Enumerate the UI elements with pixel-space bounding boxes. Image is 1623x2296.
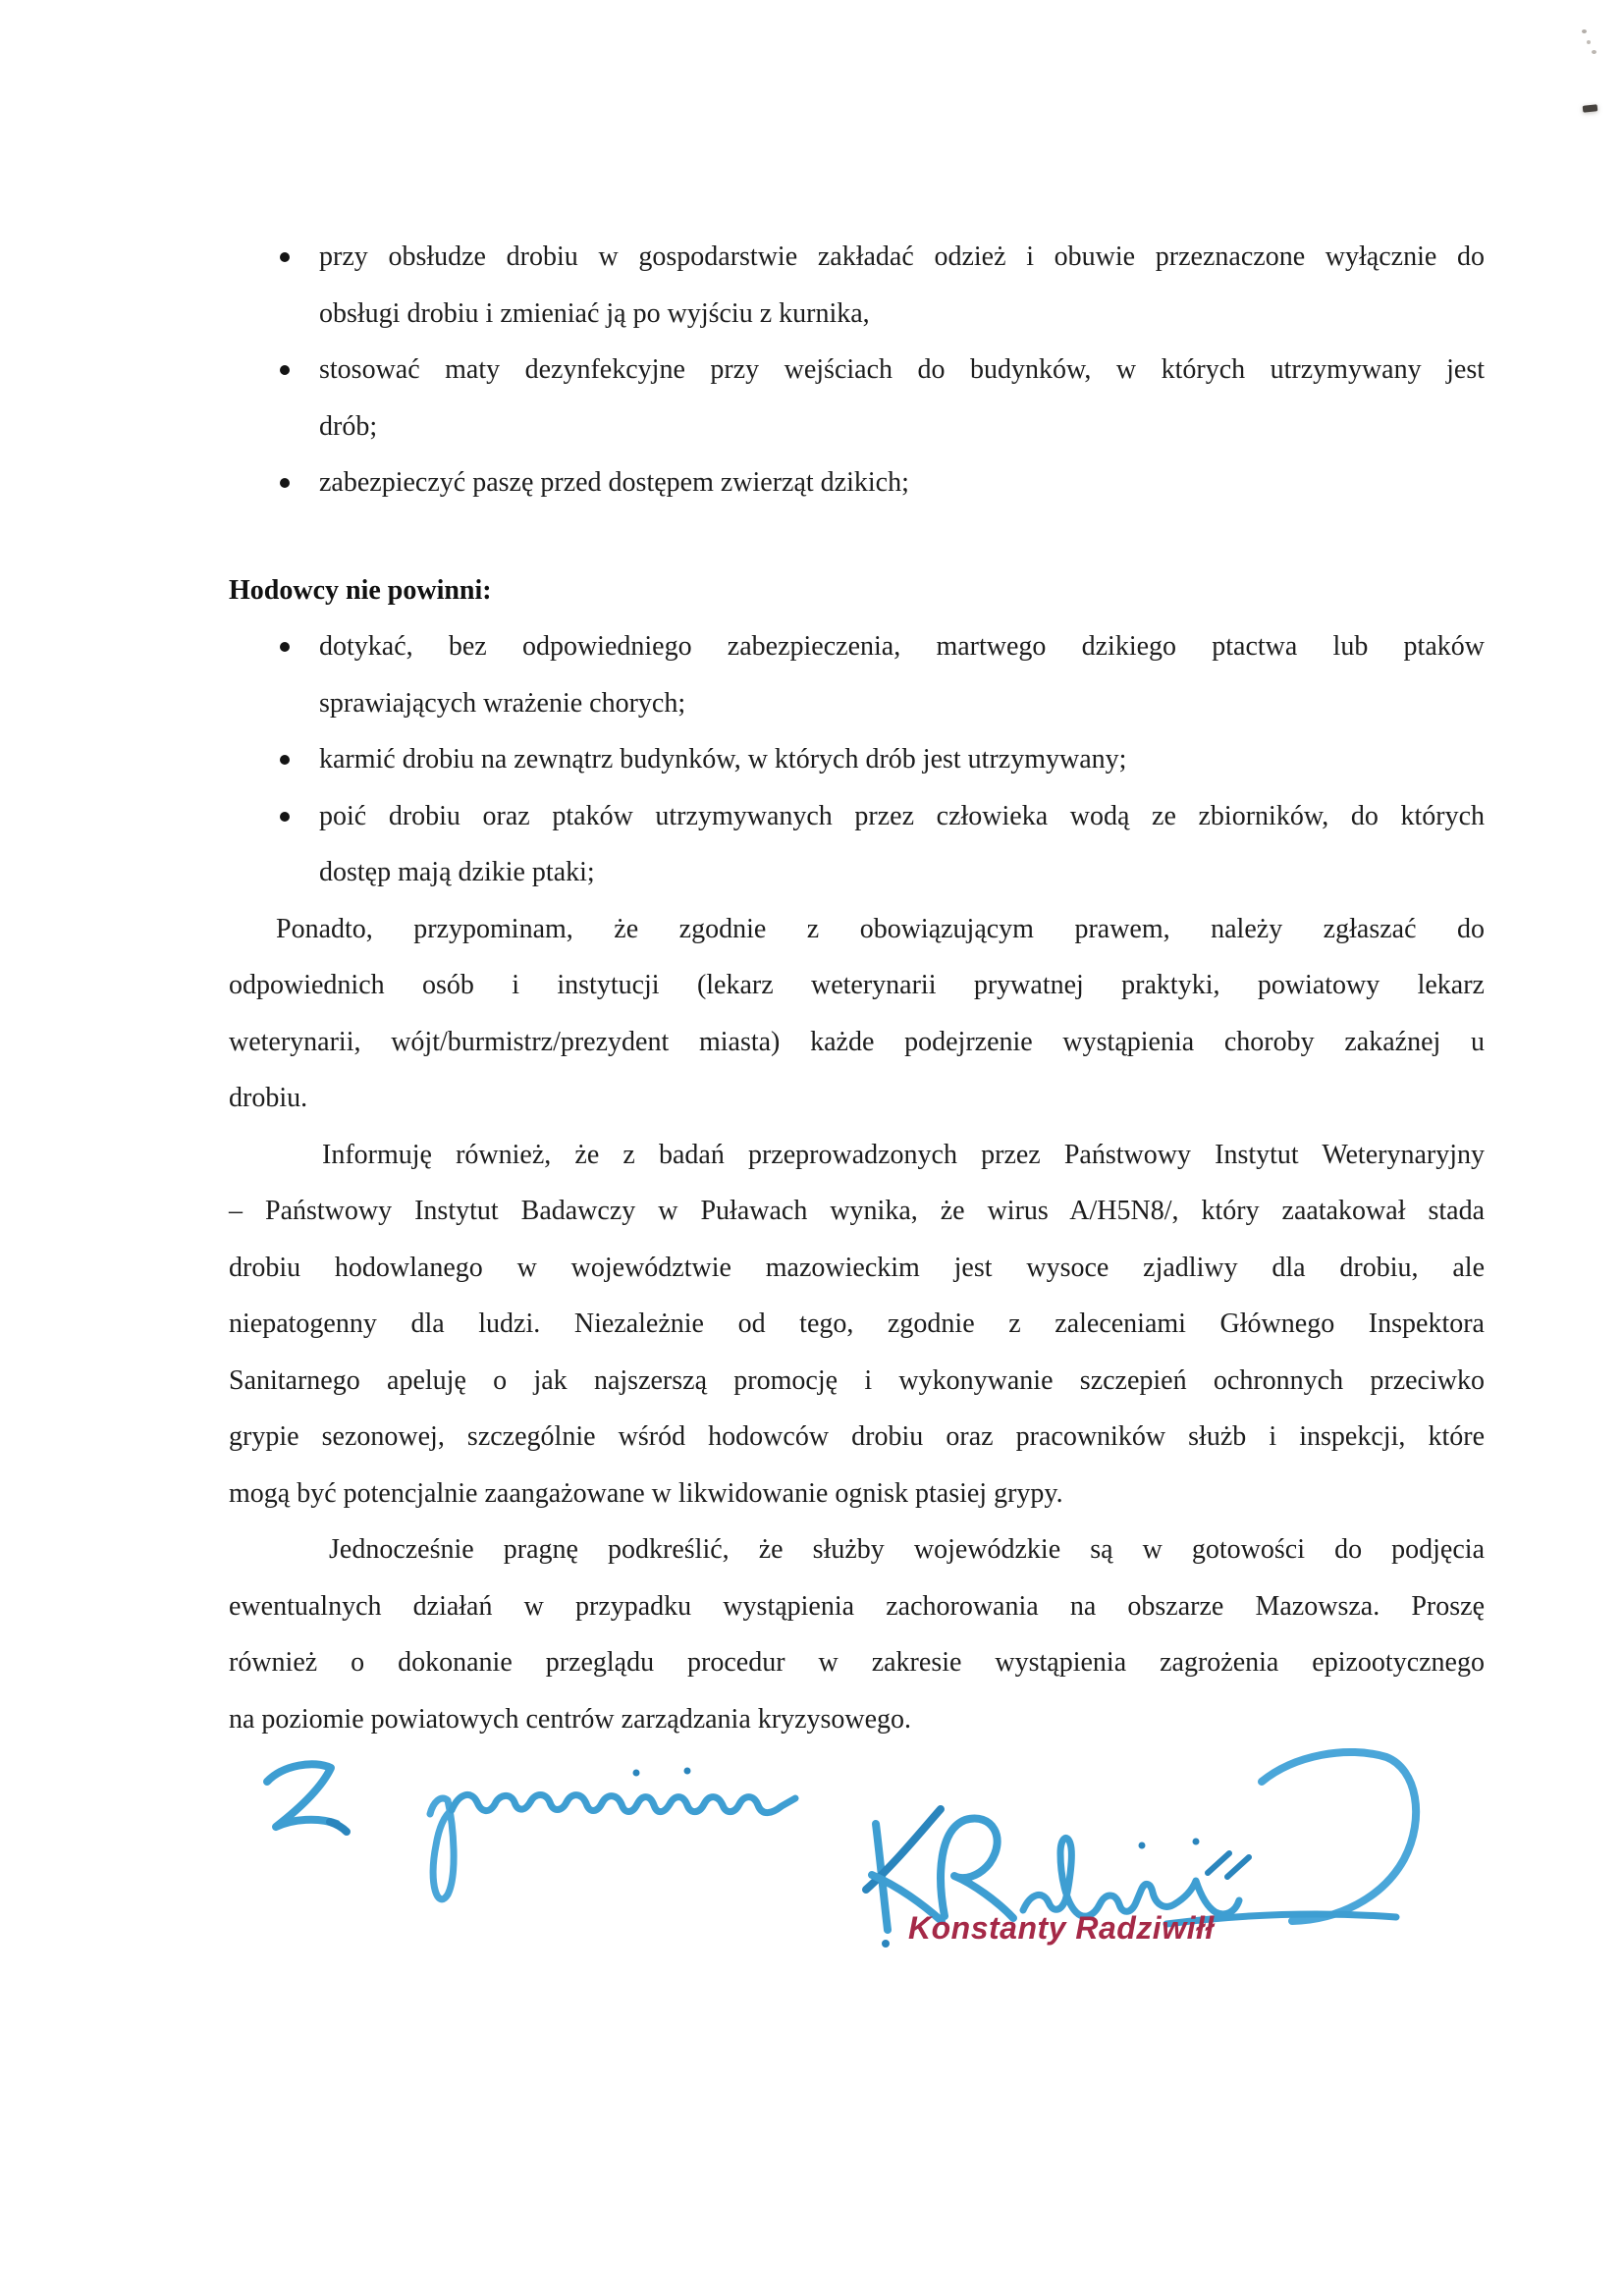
signatory-name: Konstanty Radziwiłł bbox=[908, 1910, 1215, 1946]
prohibitions-list bbox=[229, 618, 1485, 901]
paragraph-line: również o dokonanie przeglądu procedur w zakresie wystąpienia zagrożenia epizootycznego bbox=[229, 1647, 1485, 1678]
paragraph bbox=[229, 1127, 1485, 1522]
paragraph-line: Sanitarnego apeluję o jak najszerszą promocję i wykonywanie szczepień ochronnych przeciwko bbox=[229, 1364, 1485, 1396]
list-item-line: sprawiających wrażenie chorych; bbox=[319, 687, 686, 719]
list-item-line: zabezpieczyć paszę przed dostępem zwierząt dzikich; bbox=[319, 467, 909, 498]
scan-artifact-dash bbox=[1583, 104, 1598, 113]
paragraph-line: niepatogenny dla ludzi. Niezależnie od tego, zgodnie z zaleceniami Głównego Inspektora bbox=[229, 1308, 1485, 1339]
list-item-line: przy obsłudze drobiu w gospodarstwie zakładać odzież i obuwie przeznaczone wyłącznie do bbox=[319, 241, 1485, 272]
list-item bbox=[229, 618, 1485, 731]
paragraph-line: grypie sezonowej, szczególnie wśród hodowców drobiu oraz pracowników służb i inspekcji, które bbox=[229, 1421, 1485, 1452]
paragraph-line: drobiu. bbox=[229, 1083, 308, 1113]
list-item-line: stosować maty dezynfekcyjne przy wejściach do budynków, w których utrzymywany jest bbox=[319, 354, 1485, 385]
list-item bbox=[229, 229, 1485, 342]
handwritten-closing-area bbox=[0, 1728, 1623, 1983]
paragraph-line: weterynarii, wójt/burmistrz/prezydent miasta) każde podejrzenie wystąpienia choroby zakaźnej u bbox=[229, 1026, 1485, 1057]
list-item-line: karmić drobiu na zewnątrz budynków, w których drób jest utrzymywany; bbox=[319, 744, 1127, 774]
letter-body bbox=[229, 229, 1485, 1747]
precautions-list bbox=[229, 229, 1485, 511]
list-item-line: drób; bbox=[319, 410, 378, 442]
paragraph-line: Informuję również, że z badań przeprowadzonych przez Państwowy Instytut Weterynaryjny bbox=[322, 1139, 1485, 1170]
scan-speck bbox=[1582, 29, 1587, 33]
paragraph bbox=[229, 901, 1485, 1127]
list-item-line: poić drobiu oraz ptaków utrzymywanych przez człowieka wodą ze zbiorników, do których bbox=[319, 800, 1485, 831]
paragraph-line: drobiu hodowlanego w województwie mazowieckim jest wysoce zjadliwy dla drobiu, ale bbox=[229, 1252, 1485, 1283]
paragraph-line: mogą być potencjalnie zaangażowane w likwidowanie ognisk ptasiej grypy. bbox=[229, 1477, 1063, 1509]
paragraph-line: Ponadto, przypominam, że zgodnie z obowiązującym prawem, należy zgłaszać do bbox=[276, 913, 1485, 944]
list-item bbox=[229, 731, 1485, 788]
scan-speck bbox=[1592, 50, 1596, 54]
list-item-line: dostęp mają dzikie ptaki; bbox=[319, 857, 595, 887]
list-item bbox=[229, 342, 1485, 454]
paragraph bbox=[229, 1522, 1485, 1747]
paragraph-line: Jednocześnie pragnę podkreślić, że służby wojewódzkie są w gotowości do podjęcia bbox=[329, 1534, 1485, 1565]
valediction-handwriting bbox=[267, 1764, 795, 1899]
paragraph-line: na poziomie powiatowych centrów zarządzania kryzysowego. bbox=[229, 1703, 912, 1735]
paragraph-line: – Państwowy Instytut Badawczy w Puławach wynika, że wirus A/H5N8/, który zaatakował stada bbox=[229, 1196, 1485, 1226]
scan-speck bbox=[1587, 40, 1591, 44]
paragraph-line: ewentualnych działań w przypadku wystąpienia zachorowania na obszarze Mazowsza. Proszę bbox=[229, 1590, 1485, 1622]
section-heading: Hodowcy nie powinni: bbox=[229, 574, 492, 606]
list-item-line: obsługi drobiu i zmieniać ją po wyjściu z kurnika, bbox=[319, 297, 870, 329]
paragraph-line: odpowiednich osób i instytucji (lekarz weterynarii prywatnej praktyki, powiatowy lekarz bbox=[229, 970, 1485, 1000]
list-item bbox=[229, 788, 1485, 901]
list-item-line: dotykać, bez odpowiedniego zabezpieczenia, martwego dzikiego ptactwa lub ptaków bbox=[319, 631, 1485, 662]
list-item bbox=[229, 454, 1485, 511]
